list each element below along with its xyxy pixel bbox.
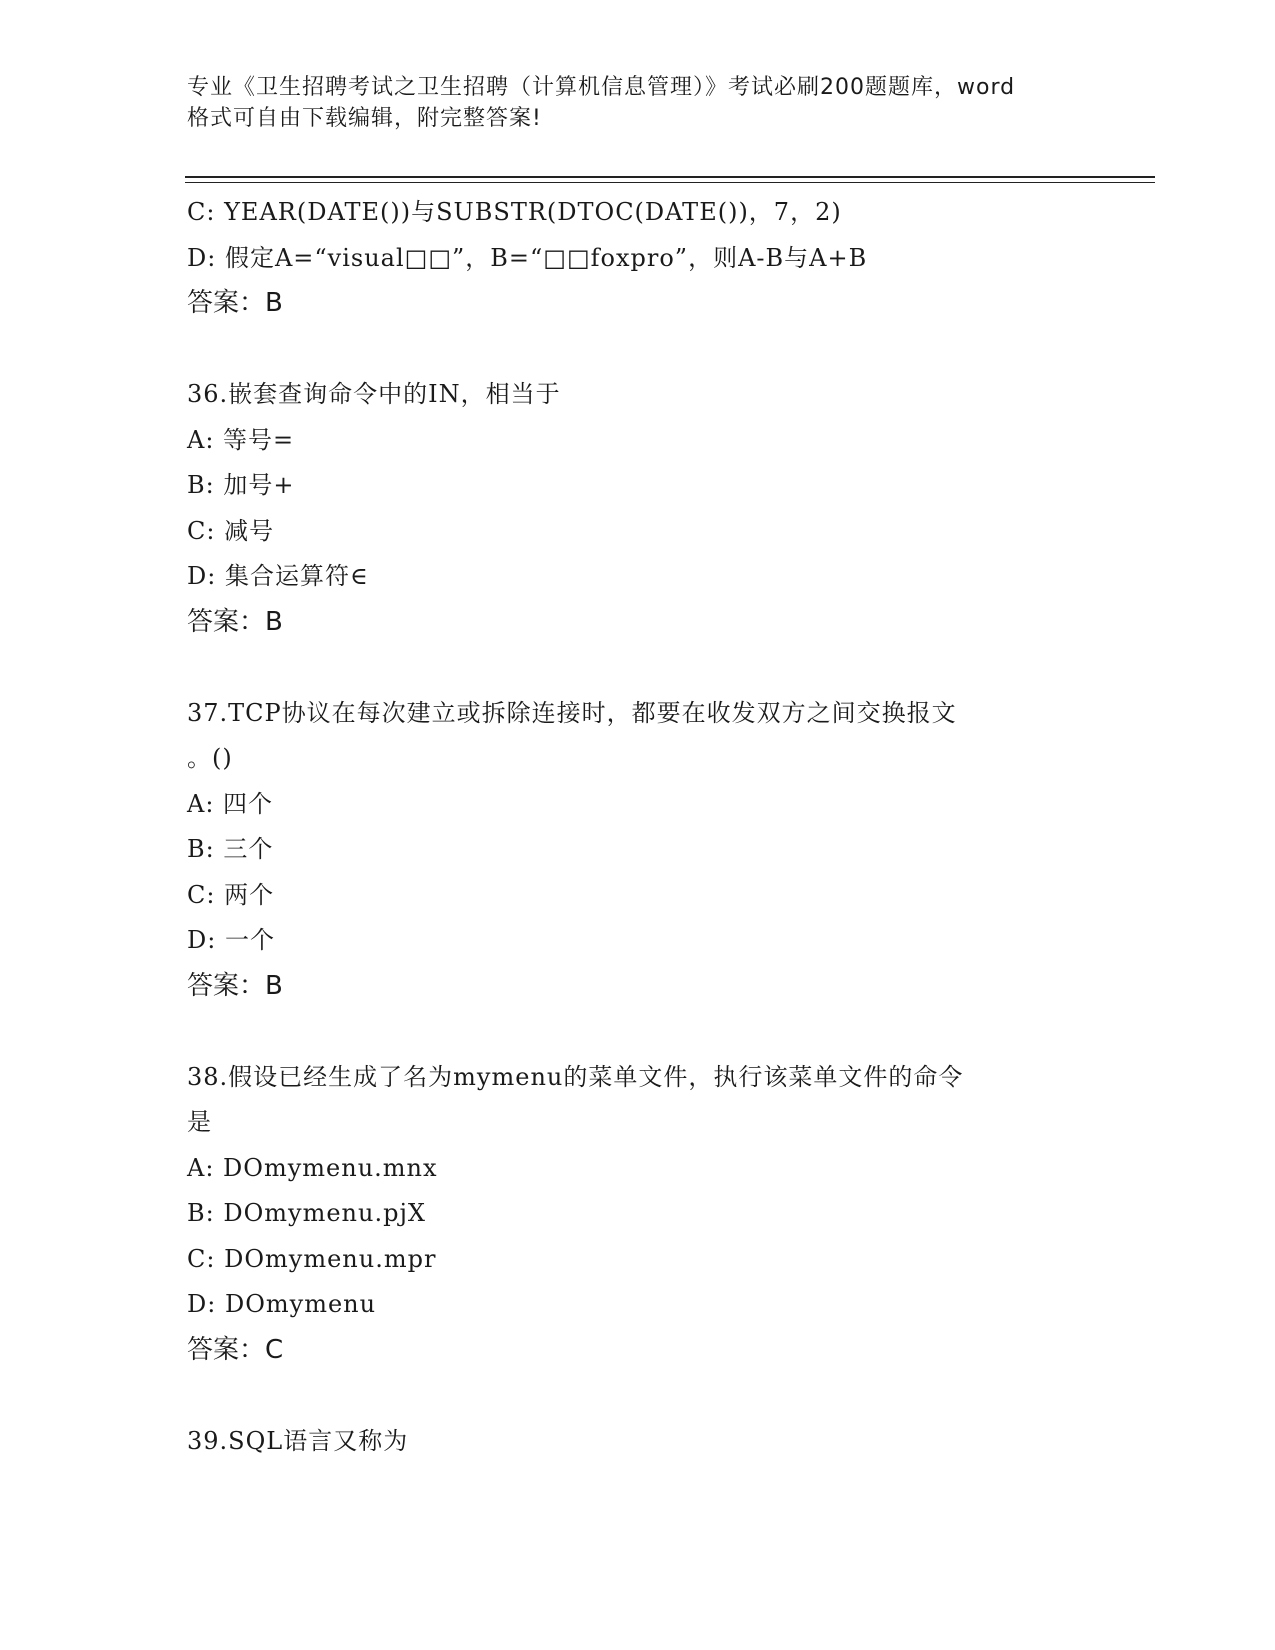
question-list <box>187 190 1067 1464</box>
option-d: D: 一个 <box>187 926 275 954</box>
question-text: 36.嵌套查询命令中的IN，相当于 <box>187 380 561 408</box>
option-b: B: 加号+ <box>187 471 295 499</box>
question-text: 38.假设已经生成了名为mymenu的菜单文件，执行该菜单文件的命令 <box>187 1062 964 1091</box>
option-c: C: 两个 <box>187 880 275 909</box>
header-divider-thick <box>185 176 1155 178</box>
spacer <box>187 645 1067 691</box>
answer-label: 答案：C <box>187 1334 284 1365</box>
option-c: C: DOmymenu.mpr <box>187 1244 437 1273</box>
answer-label: 答案：B <box>187 970 283 1001</box>
question-35-continued <box>187 190 1067 327</box>
answer-label: 答案：B <box>187 288 283 318</box>
spacer <box>187 1009 1067 1055</box>
spacer <box>187 1373 1067 1419</box>
question-text: 37.TCP协议在每次建立或拆除连接时，都要在收发双方之间交换报文 <box>187 698 957 727</box>
option-b: B: 三个 <box>187 835 274 863</box>
option-d: D: 集合运算符∈ <box>187 562 369 590</box>
option-a: A: DOmymenu.mnx <box>187 1153 438 1182</box>
option-c: C: YEAR(DATE())与SUBSTR(DTOC(DATE())，7，2) <box>187 198 842 226</box>
option-d: D: 假定A=“visual□□”，B=“□□foxpro”，则A-B与A+B <box>187 243 868 272</box>
header-divider-thin <box>185 182 1155 183</box>
document-header <box>187 72 1087 134</box>
question-text-continued: 。() <box>187 744 233 772</box>
answer-label: 答案：B <box>187 606 283 637</box>
option-d: D: DOmymenu <box>187 1290 377 1318</box>
option-a: A: 四个 <box>187 789 274 818</box>
question-text-continued: 是 <box>187 1108 212 1136</box>
question-37 <box>187 691 1067 1010</box>
header-line-2: 格式可自由下载编辑，附完整答案! <box>187 106 542 131</box>
question-38 <box>187 1055 1067 1374</box>
option-a: A: 等号= <box>187 425 295 454</box>
question-36 <box>187 372 1067 645</box>
question-text: 39.SQL语言又称为 <box>187 1426 409 1455</box>
header-line-1: 专业《卫生招聘考试之卫生招聘（计算机信息管理）》考试必刷200题题库，word <box>187 75 1016 100</box>
spacer <box>187 327 1067 373</box>
option-c: C: 减号 <box>187 516 275 545</box>
question-39 <box>187 1419 1067 1465</box>
option-b: B: DOmymenu.pjX <box>187 1199 426 1227</box>
